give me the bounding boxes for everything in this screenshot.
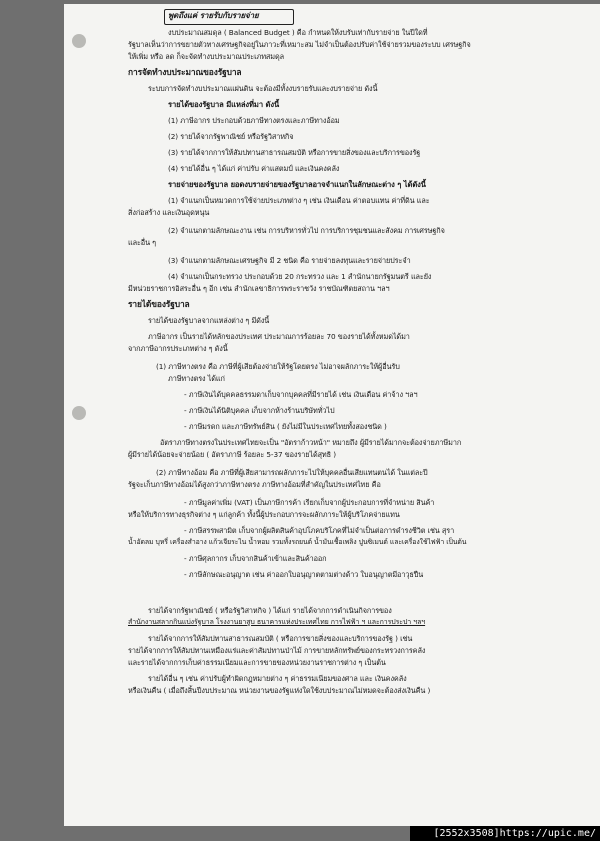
- scanned-page: [64, 4, 600, 826]
- text-line: อัตราภาษีทางตรงในประเทศไทยจะเป็น "อัตราก้าวหน้า" หมายถึง ผู้มีรายได้มากจะต้องจ่ายภาษีมาก: [160, 438, 462, 447]
- list-item: - ภาษีศุลกากร เก็บจากสินค้าเข้าและสินค้าออก: [184, 554, 327, 563]
- text-line: สิ่งก่อสร้าง และเงินอุดหนุน: [128, 208, 210, 217]
- list-item: (1) ภาษีอากร ประกอบด้วยภาษีทางตรงและภาษีทางอ้อม: [168, 116, 340, 125]
- text-line: จากภาษีอากรประเภทต่าง ๆ ดังนี้: [128, 344, 228, 353]
- list-item: (1) จำแนกเป็นหมวดการใช้จ่ายประเภทต่าง ๆ เช่น เงินเดือน ค่าตอบแทน ค่าที่ดิน และ: [168, 196, 430, 205]
- list-item: (4) จำแนกเป็นกระทรวง ประกอบด้วย 20 กระทรวง และ 1 สำนักนายกรัฐมนตรี และยัง: [168, 272, 432, 281]
- section-heading: การจัดทำงบประมาณของรัฐบาล: [128, 67, 242, 77]
- text-line: หรือให้บริการทางธุรกิจต่าง ๆ แก่ลูกค้า ทั้งนี้ผู้ประกอบการจะผลักภาระให้ผู้บริโภคจ่ายแทน: [128, 510, 400, 519]
- list-item: (2) จำแนกตามลักษณะงาน เช่น การบริหารทั่วไป การบริการชุมชนและสังคม การเศรษฐกิจ: [168, 226, 445, 235]
- text-line: รายได้ของรัฐบาลจากแหล่งต่าง ๆ มีดังนี้: [148, 316, 270, 325]
- text-line: รายได้จากรัฐพาณิชย์ ( หรือรัฐวิสาหกิจ ) ได้แก่ รายได้จากการดำเนินกิจการของ: [148, 606, 392, 615]
- subheading: รายจ่ายของรัฐบาล ยอดงบรายจ่ายของรัฐบาลอาจจำแนกในลักษณะต่าง ๆ ได้ดังนี้: [168, 180, 426, 189]
- list-item: (2) ภาษีทางอ้อม คือ ภาษีที่ผู้เสียสามารถผลักภาระไปให้บุคคลอื่นเสียแทนตนได้ ในแต่ละปี: [156, 468, 428, 477]
- text-line: รัฐจะเก็บภาษีทางอ้อมได้สูงกว่าภาษีทางตรง ภาษีทางอ้อมที่สำคัญในประเทศไทย คือ: [128, 480, 381, 489]
- image-size-url-label: [2552x3508]https://upic.me/: [410, 826, 600, 841]
- section-heading: รายได้ของรัฐบาล: [128, 299, 190, 309]
- text-line: หรือเงินคืน ( เมื่อถึงสิ้นปีงบประมาณ หน่วยงานของรัฐแห่งใดใช้งบประมาณไม่หมดจะต้องส่งเงินคืน ): [128, 686, 431, 695]
- list-item: - ภาษีเงินได้บุคคลธรรมดาเก็บจากบุคคลที่มีรายได้ เช่น เงินเดือน ค่าจ้าง ฯลฯ: [184, 390, 418, 399]
- text-line: มีหน่วยราชการอิสระอื่น ๆ อีก เช่น สำนักเลขาธิการพระราชวัง ราชบัณฑิตยสถาน ฯลฯ: [128, 284, 390, 293]
- punch-hole: [72, 406, 86, 420]
- text-line: ภาษีอากร เป็นรายได้หลักของประเทศ ประมาณการร้อยละ 70 ของรายได้ทั้งหมดได้มา: [148, 332, 410, 341]
- list-item: (4) รายได้อื่น ๆ ได้แก่ ค่าปรับ ค่าแสตมป์ และเงินคงคลัง: [168, 164, 340, 173]
- punch-hole: [72, 34, 86, 48]
- list-item: - ภาษีมูลค่าเพิ่ม (VAT) เป็นภาษีการค้า เรียกเก็บจากผู้ประกอบการที่จำหน่าย สินค้า: [184, 498, 435, 507]
- text-line: ภาษีทางตรง ได้แก่: [168, 374, 225, 383]
- subheading: รายได้ของรัฐบาล มีแหล่งที่มา ดังนี้: [168, 100, 280, 109]
- text-line: และอื่น ๆ: [128, 238, 157, 247]
- handwritten-title: พูดถึงแค่ รายรับกับรายจ่าย: [168, 10, 259, 20]
- text-line: รัฐบาลเห็นว่าการขยายตัวทางเศรษฐกิจอยู่ในภาวะที่เหมาะสม ไม่จำเป็นต้องปรับค่าใช้จ่ายรวมของระบบ เศรษฐกิจ: [128, 40, 471, 49]
- list-item: (3) จำแนกตามลักษณะเศรษฐกิจ มี 2 ชนิด คือ รายจ่ายลงทุนและรายจ่ายประจำ: [168, 256, 411, 265]
- text-line: รายได้อื่น ๆ เช่น ค่าปรับผู้ทำผิดกฎหมายต่าง ๆ ค่าธรรมเนียมของศาล และ เงินคงคลัง: [148, 674, 407, 683]
- list-item: (2) รายได้จากรัฐพาณิชย์ หรือรัฐวิสาหกิจ: [168, 132, 294, 141]
- list-item: - ภาษีลักษณะอนุญาต เช่น ค่าออกใบอนุญาตตามต่างด้าว ใบอนุญาตมีอาวุธปืน: [184, 570, 424, 579]
- text-line: ให้เพิ่ม หรือ ลด ก็จะจัดทำงบประมาณประเภทสมดุล: [128, 52, 285, 61]
- list-item: - ภาษีสรรพสามิต เก็บจากผู้ผลิตสินค้าอุปโภคบริโภคที่ไม่จำเป็นต่อการดำรงชีวิต เช่น สุรา: [184, 526, 455, 535]
- list-item: - ภาษีเงินได้นิติบุคคล เก็บจากห้างร้านบริษัททั่วไป: [184, 406, 335, 415]
- list-item: - ภาษีมรดก และภาษีทรัพย์สิน ( ยังไม่มีในประเทศไทยทั้งสองชนิด ): [184, 422, 387, 431]
- text-line: ระบบการจัดทำงบประมาณแผ่นดิน จะต้องมีทั้งงบรายรับและงบรายจ่าย ดังนี้: [148, 84, 378, 93]
- text-line: และรายได้จากการเก็บค่าธรรมเนียมและการขายของหน่วยงานราชการต่าง ๆ เป็นต้น: [128, 658, 386, 667]
- balanced-budget-definition: งบประมาณสมดุล ( Balanced Budget ) คือ กำหนดให้งบรับเท่ากับรายจ่าย ในปีใดที่: [168, 28, 428, 37]
- text-line: สำนักงานสลากกินแบ่งรัฐบาล โรงงานยาสูบ ธนาคารแห่งประเทศไทย การไฟฟ้า ฯ และการประปา ฯลฯ: [128, 618, 426, 626]
- text-line: รายได้จากการให้สัมปทานเหมืองแร่และค่าสัมปทานป่าไม้ การขายหลักทรัพย์ของกระทรวงการคลัง: [128, 646, 426, 655]
- text-line: ผู้มีรายได้น้อยจะจ่ายน้อย ( อัตราภาษี ร้อยละ 5-37 ของรายได้สุทธิ ): [128, 450, 336, 459]
- text-line: รายได้จากการให้สัมปทานสาธารณสมบัติ ( หรือการขายสิ่งของและบริการของรัฐ ) เช่น: [148, 634, 413, 643]
- text-line: น้ำอัดลม บุหรี่ เครื่องสำอาง แก้วเจียระไน น้ำหอม รวมทั้งรถยนต์ น้ำมันเชื้อเพลิง ปูนซิเมนต์ และเครื่องใช้ไฟฟ้า เป็นต้น: [128, 538, 467, 546]
- list-item: (1) ภาษีทางตรง คือ ภาษีที่ผู้เสียต้องจ่ายให้รัฐโดยตรง ไม่อาจผลักภาระให้ผู้อื่นรับ: [156, 362, 400, 371]
- list-item: (3) รายได้จากการให้สัมปทานสาธารณสมบัติ หรือการขายสิ่งของและบริการของรัฐ: [168, 148, 421, 157]
